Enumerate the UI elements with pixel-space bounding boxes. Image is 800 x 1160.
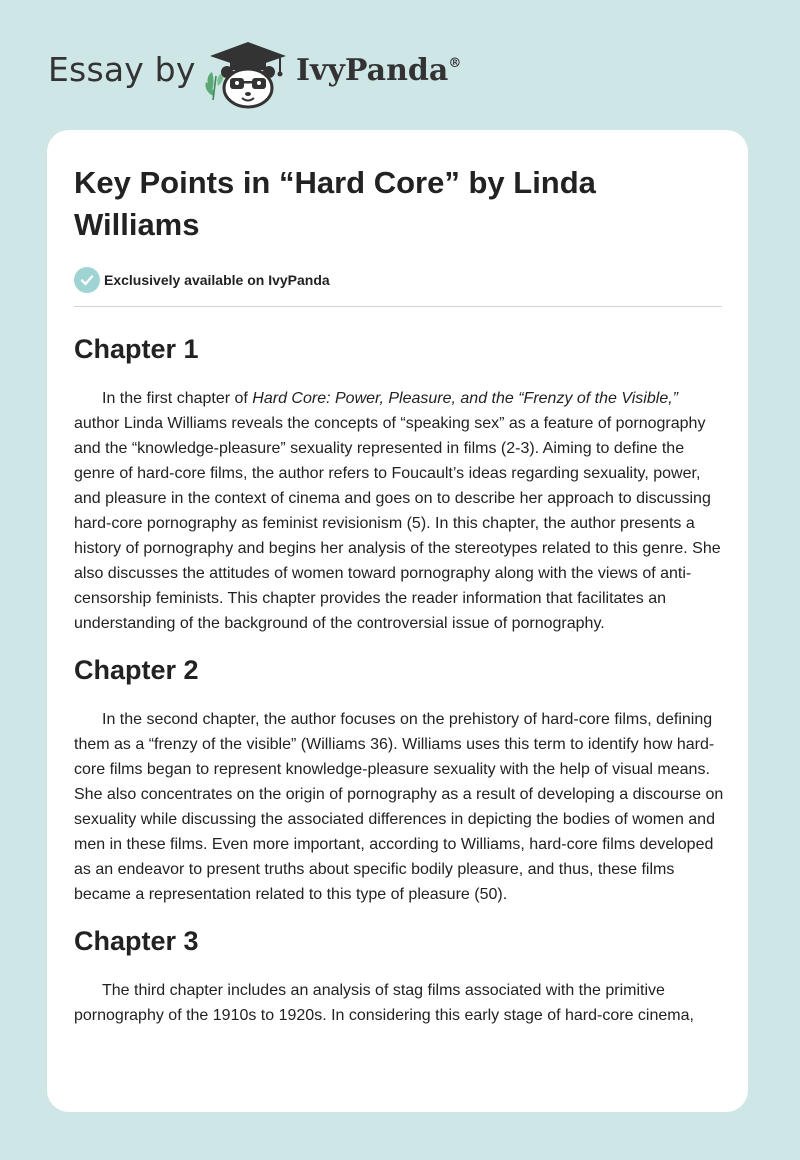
- chapter-2-paragraph: In the second chapter, the author focuses on the prehistory of hard-core films, defining them as a “frenzy of the visible” (Williams 36). Williams uses this term to identify how hard-core films began to represent knowledge-pleasure sexuality with the help of visual means. She also concentrates on the origin of pornography as a result of developing a discourse on sexuality while discussing the associated differences in depicting the bodies of women and men in these films. Even more important, according to Williams, hard-core films developed as an endeavor to present truths about specific bodily pleasure, and thus, these films became a representation related to this type of pleasure (50).: [74, 711, 724, 903]
- brand-name[interactable]: [296, 53, 461, 88]
- brand-name-text: IvyPanda: [296, 53, 449, 88]
- chapter-3-heading: Chapter 3: [74, 926, 199, 956]
- check-circle-icon: [74, 267, 100, 293]
- chapter-2-heading: Chapter 2: [74, 655, 199, 685]
- chapter-1-paragraph: [74, 386, 724, 636]
- chapter-1-text-start: In the first chapter of: [102, 390, 253, 407]
- chapter-3-paragraph: The third chapter includes an analysis of stag films associated with the primitive pornography of the 1910s to 1920s. In considering this early stage of hard-core cinema,: [74, 982, 694, 1024]
- essay-title: Key Points in “Hard Core” by Linda Williams: [74, 165, 596, 242]
- exclusive-badge: [74, 266, 724, 294]
- essay-card: [47, 130, 748, 1112]
- site-header: [0, 0, 800, 130]
- essay-by-label: Essay by: [48, 50, 196, 89]
- registered-mark: ®: [448, 56, 462, 71]
- panda-graduate-icon[interactable]: [200, 36, 292, 110]
- divider: [74, 306, 722, 307]
- badge-text: Exclusively available on IvyPanda: [104, 272, 330, 288]
- chapter-1-text-rest: author Linda Williams reveals the concepts of “speaking sex” as a feature of pornography and the “knowledge-pleasure” sexuality represented in films (2-3). Aiming to define the genre of hard-core films, the author refers to Foucault’s ideas regarding sexuality, power, and pleasure in the context of cinema and goes on to describe her approach to discussing hard-core pornography as feminist revisionism (5). In this chapter, the author presents a history of pornography and begins her analysis of the stereotypes related to this genre. She also discusses the attitudes of women toward pornography along with the views of anti-censorship feminists. This chapter provides the reader information that facilitates an understanding of the background of the controversial issue of pornography.: [74, 415, 721, 632]
- book-title-italic: Hard Core: Power, Pleasure, and the “Frenzy of the Visible,”: [252, 390, 678, 407]
- chapter-1-heading: Chapter 1: [74, 334, 199, 364]
- essay-content: [74, 162, 724, 1028]
